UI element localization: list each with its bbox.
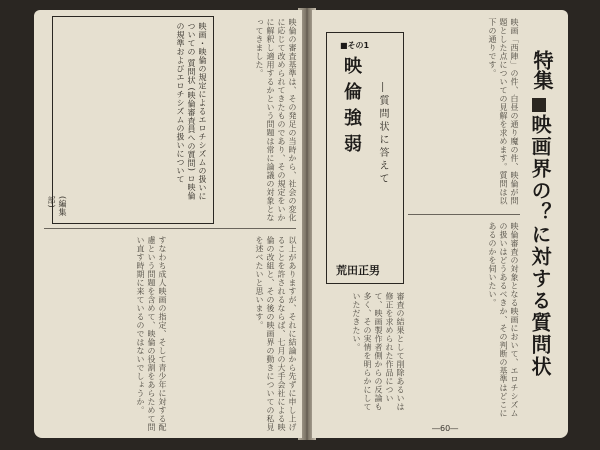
right-body-text-middle: 映倫審査の対象となる映画において、エロチシズムの扱いはどうあるべきか、その判断の基準はどこにあるのかを伺いたい。 [488,222,519,418]
article-subtitle: ―質問状に答えて [377,82,388,186]
left-body-text-bottom-right: 以上がありますが、それに結論から先ずに申し上げることを許されるならば、七月の大手会社による映倫の改組と、その後の映画界の動きについての私見を述べたいと思います。 [255,236,297,432]
left-body-text-top-right: 映倫の審査基準は、その発足の当時から、社会の変化に応じて改められてきたものであり、その規定をいかに解釈し適用するかという問題は常に論議の対象となってきました。 [255,18,297,222]
left-body-text-bottom-left: すなわち成人映画の指定、そして青少年に対する配慮という問題を含めて、映倫の役割をあらためて問い直す時期に来ているのではないでしょうか。 [136,236,167,432]
left-page [34,10,302,438]
feature-label: 特集 [530,50,554,90]
editor-note: (編集部) [47,196,67,217]
question-box-text: 映画・映倫の規定によるエロチシズムの扱いについての 質問状 (映倫審査員への質問) ロ映倫の規準およびエロチシズムの扱いについて [176,22,207,201]
right-body-text-top: 映画「西陣」の件、白昼の通り魔の件、映倫が問題とした点についての見解を求めます。質問は以下の通りです。 [488,18,519,205]
right-horizontal-rule [408,214,520,215]
feature-marker [532,98,546,112]
page-number: ―60― [432,424,459,433]
article-title: 映倫強弱 [341,56,362,160]
author-name: 荒田正男 [336,264,380,277]
right-body-text-bottom: 審査の結果として削除あるいは修正を求められた作品について、映画製作者側からの反論も多く、その実情を明らかにしていただきたい。 [352,292,405,411]
series-label: ■その1 [340,41,370,50]
right-page [312,10,568,438]
left-horizontal-rule [44,228,296,229]
feature-title: 映画界の？に対する質問状 [528,114,552,378]
